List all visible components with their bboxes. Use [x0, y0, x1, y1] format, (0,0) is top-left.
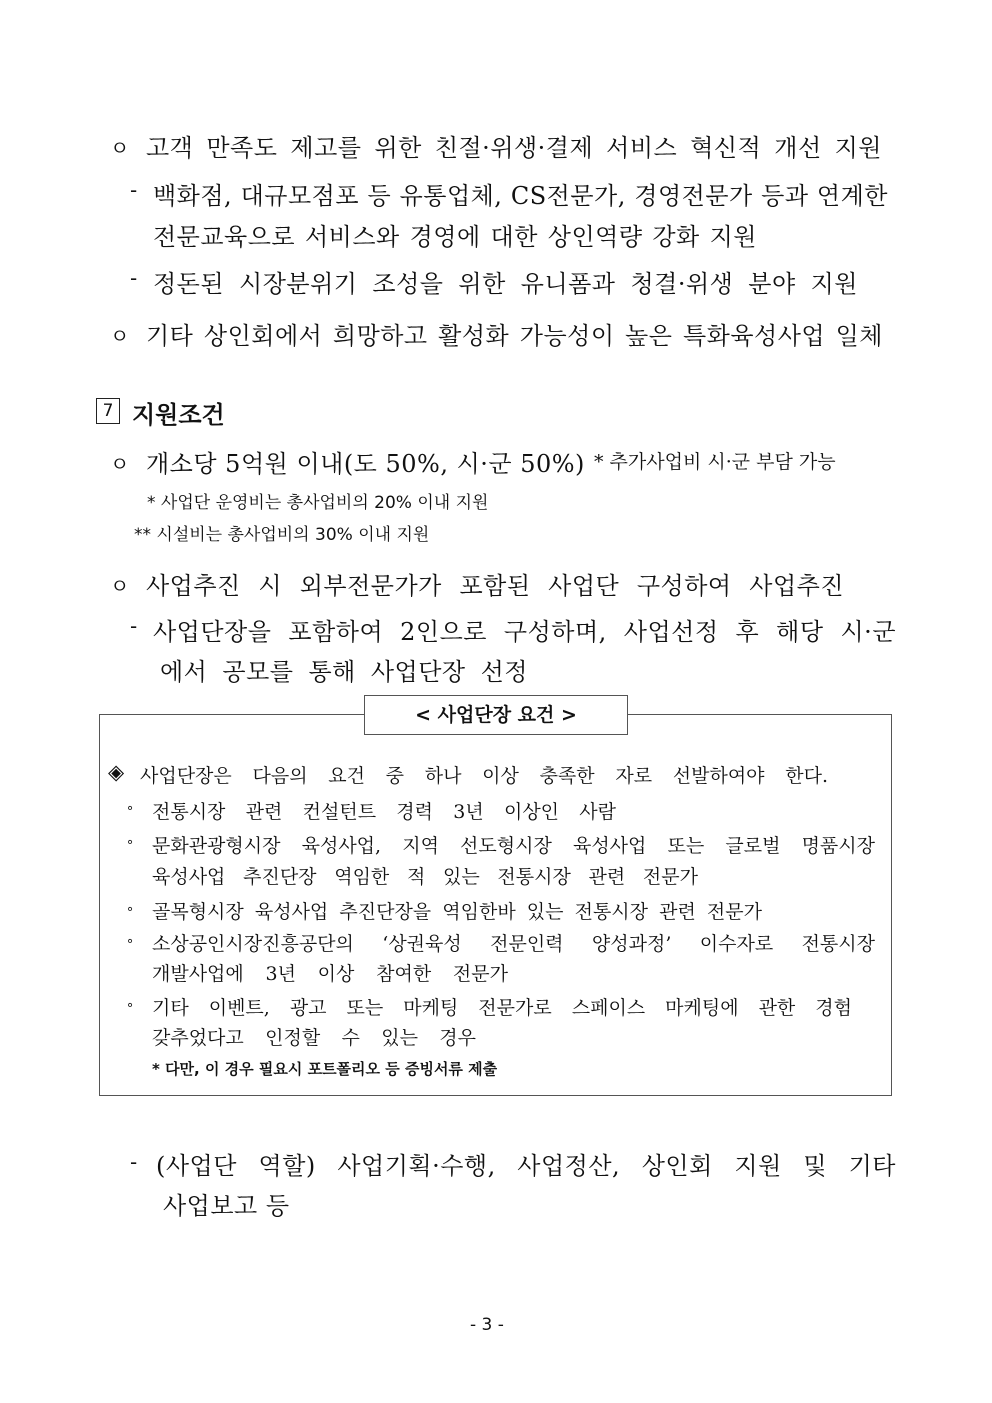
box-item-line: 전통시장 관련 컨설턴트 경력 3년 이상인 사람 [152, 801, 616, 823]
dash-text-line: 정돈된 시장분위기 조성을 위한 유니폼과 청결·위생 분야 지원 [153, 270, 858, 298]
dash-text-line: 에서 공모를 통해 사업단장 선정 [160, 658, 528, 686]
bullet-marker: ㅇ [110, 574, 130, 598]
box-title: < 사업단장 요건 > [364, 695, 628, 735]
dash-marker: - [130, 266, 138, 290]
box-item-line: 문화관광형시장 육성사업, 지역 선도형시장 육성사업 또는 글로벌 명품시장 [152, 835, 875, 857]
box-item-line: 골목형시장 육성사업 추진단장을 역임한바 있는 전통시장 관련 전문가 [152, 901, 762, 923]
box-intro: 사업단장은 다음의 요건 중 하나 이상 충족한 자로 선발하여야 한다. [140, 765, 828, 787]
footnote: ** 시설비는 총사업비의 30% 이내 지원 [134, 525, 430, 545]
bullet-text: 고객 만족도 제고를 위한 친절·위생·결제 서비스 혁신적 개선 지원 [146, 134, 882, 162]
box-note: * 다만, 이 경우 필요시 포트폴리오 등 증빙서류 제출 [152, 1060, 498, 1078]
box-item-line: 육성사업 추진단장 역임한 적 있는 전통시장 관련 전문가 [152, 866, 698, 888]
small-bullet: ∘ [126, 902, 135, 917]
dash-text-line: 전문교육으로 서비스와 경영에 대한 상인역량 강화 지원 [153, 223, 757, 251]
section-title: 지원조건 [132, 401, 225, 429]
footnote: * 사업단 운영비는 총사업비의 20% 이내 지원 [147, 493, 489, 513]
dash-text-line: 백화점, 대규모점포 등 유통업체, CS전문가, 경영전문가 등과 연계한 [153, 182, 888, 210]
diamond-icon: ◈ [108, 760, 125, 784]
dash-marker: - [130, 614, 138, 638]
box-item-line: 기타 이벤트, 광고 또는 마케팅 전문가로 스페이스 마케팅에 관한 경험 [152, 997, 852, 1019]
page-number: - 3 - [470, 1315, 504, 1335]
small-bullet: ∘ [126, 835, 135, 850]
bullet-text: 개소당 5억원 이내(도 50%, 시·군 50%) [146, 450, 585, 478]
small-bullet: ∘ [126, 934, 135, 949]
bullet-text: 기타 상인회에서 희망하고 활성화 가능성이 높은 특화육성사업 일체 [146, 322, 883, 350]
small-bullet: ∘ [126, 801, 135, 816]
bullet-marker: ㅇ [110, 324, 130, 348]
section-number: 7 [96, 398, 120, 424]
box-item-line: 개발사업에 3년 이상 참여한 전문가 [152, 963, 508, 985]
bullet-marker: ㅇ [110, 136, 130, 160]
dash-marker: - [130, 1150, 138, 1174]
bullet-marker: ㅇ [110, 452, 130, 476]
dash-marker: - [130, 178, 138, 202]
box-item-line: 갖추었다고 인정할 수 있는 경우 [152, 1027, 476, 1049]
small-bullet: ∘ [126, 998, 135, 1013]
box-item-line: 소상공인시장진흥공단의 ‘상권육성 전문인력 양성과정’ 이수자로 전통시장 [152, 933, 875, 955]
dash-text-line: 사업단장을 포함하여 2인으로 구성하며, 사업선정 후 해당 시·군 [153, 618, 896, 646]
dash-text-line: 사업보고 등 [163, 1192, 290, 1220]
inline-note: * 추가사업비 시·군 부담 가능 [594, 451, 836, 473]
bullet-text: 사업추진 시 외부전문가가 포함된 사업단 구성하여 사업추진 [146, 572, 844, 600]
dash-text-line: (사업단 역할) 사업기획·수행, 사업정산, 상인회 지원 및 기타 [156, 1152, 896, 1180]
